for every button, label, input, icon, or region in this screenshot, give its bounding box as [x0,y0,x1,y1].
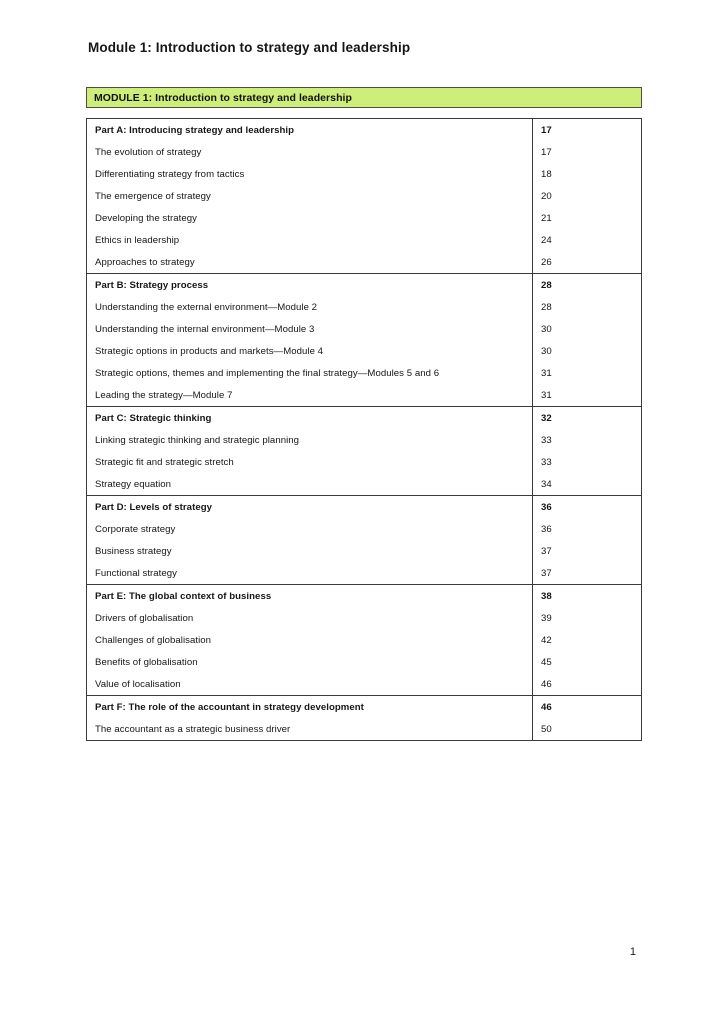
toc-entry-label: Understanding the external environment—Module 2 [95,301,318,313]
toc-entry-page: 24 [532,229,641,251]
toc-entry-page: 28 [532,296,641,318]
toc-entry-page: 18 [532,163,641,185]
toc-part-heading-page: 32 [532,407,641,429]
toc-entry-label: Leading the strategy—Module 7 [95,389,233,401]
table-row[interactable] [87,562,641,584]
toc-entry-label: Benefits of globalisation [95,656,198,668]
toc-part-heading-row[interactable] [87,119,641,141]
table-row[interactable] [87,207,641,229]
toc-entry-page: 42 [532,629,641,651]
toc-entry-label: Strategy equation [95,478,172,490]
table-row[interactable] [87,229,641,251]
toc-entry-page: 37 [532,540,641,562]
toc-entry-page: 31 [532,384,641,406]
table-row[interactable] [87,362,641,384]
table-row[interactable] [87,718,641,740]
toc-entry-page: 30 [532,318,641,340]
toc-part-heading-label: Part B: Strategy process [95,279,209,291]
toc-entry-label: Business strategy [95,545,172,557]
toc-part-heading-page: 46 [532,696,641,718]
toc-entry-page: 34 [532,473,641,495]
toc-entry-page: 20 [532,185,641,207]
toc-entry-page: 39 [532,607,641,629]
module-banner [86,87,642,108]
toc-entry-label: Strategic options, themes and implementing the final strategy—Modules 5 and 6 [95,367,440,379]
toc-entry-label: The emergence of strategy [95,190,211,202]
toc-part-heading-row[interactable] [87,496,641,518]
page-number: 1 [629,946,636,958]
toc-part-heading-label: Part F: The role of the accountant in strategy development [95,701,364,713]
toc-part-heading-row[interactable] [87,585,641,607]
toc-entry-page: 17 [532,141,641,163]
toc-part-heading-label: Part C: Strategic thinking [95,412,212,424]
module-banner-label: MODULE 1: Introduction to strategy and leadership [94,91,352,104]
toc-entry-label: Ethics in leadership [95,234,180,246]
toc-entry-label: Challenges of globalisation [95,634,212,646]
table-row[interactable] [87,473,641,495]
table-row[interactable] [87,651,641,673]
table-row[interactable] [87,185,641,207]
table-row[interactable] [87,451,641,473]
toc-entry-label: Strategic options in products and markets—Module 4 [95,345,324,357]
toc-entry-label: The evolution of strategy [95,146,202,158]
toc-entry-label: Value of localisation [95,678,181,690]
toc-part-group [87,407,641,496]
table-row[interactable] [87,163,641,185]
toc-entry-label: Strategic fit and strategic stretch [95,456,234,468]
toc-part-group [87,274,641,407]
toc-entry-page: 37 [532,562,641,584]
toc-entry-page: 31 [532,362,641,384]
toc-entry-label: Functional strategy [95,567,178,579]
table-row[interactable] [87,518,641,540]
toc-entry-page: 21 [532,207,641,229]
toc-part-heading-row[interactable] [87,274,641,296]
table-row[interactable] [87,607,641,629]
table-row[interactable] [87,340,641,362]
toc-part-heading-label: Part A: Introducing strategy and leadership [95,124,295,136]
table-row[interactable] [87,296,641,318]
toc-part-heading-row[interactable] [87,696,641,718]
toc-entry-label: Linking strategic thinking and strategic planning [95,434,300,446]
table-row[interactable] [87,629,641,651]
toc-entry-label: Drivers of globalisation [95,612,194,624]
toc-part-heading-label: Part D: Levels of strategy [95,501,212,513]
toc-part-group [87,585,641,696]
toc-part-heading-page: 38 [532,585,641,607]
table-row[interactable] [87,251,641,273]
toc-part-group [87,119,641,274]
toc-entry-label: Corporate strategy [95,523,176,535]
toc-part-heading-page: 36 [532,496,641,518]
table-row[interactable] [87,384,641,406]
toc-entry-label: Understanding the internal environment—Module 3 [95,323,315,335]
toc-entry-page: 50 [532,718,641,740]
toc-entry-page: 46 [532,673,641,695]
table-row[interactable] [87,429,641,451]
toc-entry-page: 45 [532,651,641,673]
toc-entry-page: 33 [532,429,641,451]
toc-part-heading-row[interactable] [87,407,641,429]
toc-part-heading-page: 17 [532,119,641,141]
table-row[interactable] [87,673,641,695]
toc-entry-label: Approaches to strategy [95,256,195,268]
toc-part-heading-label: Part E: The global context of business [95,590,272,602]
toc-entry-page: 36 [532,518,641,540]
toc-part-heading-page: 28 [532,274,641,296]
table-row[interactable] [87,141,641,163]
toc-entry-label: The accountant as a strategic business driver [95,723,291,735]
table-row[interactable] [87,540,641,562]
table-of-contents [86,118,642,741]
toc-entry-page: 33 [532,451,641,473]
toc-entry-page: 30 [532,340,641,362]
toc-part-group [87,496,641,585]
table-row[interactable] [87,318,641,340]
toc-entry-label: Differentiating strategy from tactics [95,168,245,180]
page-title: Module 1: Introduction to strategy and leadership [88,40,411,55]
toc-part-group [87,696,641,740]
toc-entry-label: Developing the strategy [95,212,197,224]
toc-entry-page: 26 [532,251,641,273]
